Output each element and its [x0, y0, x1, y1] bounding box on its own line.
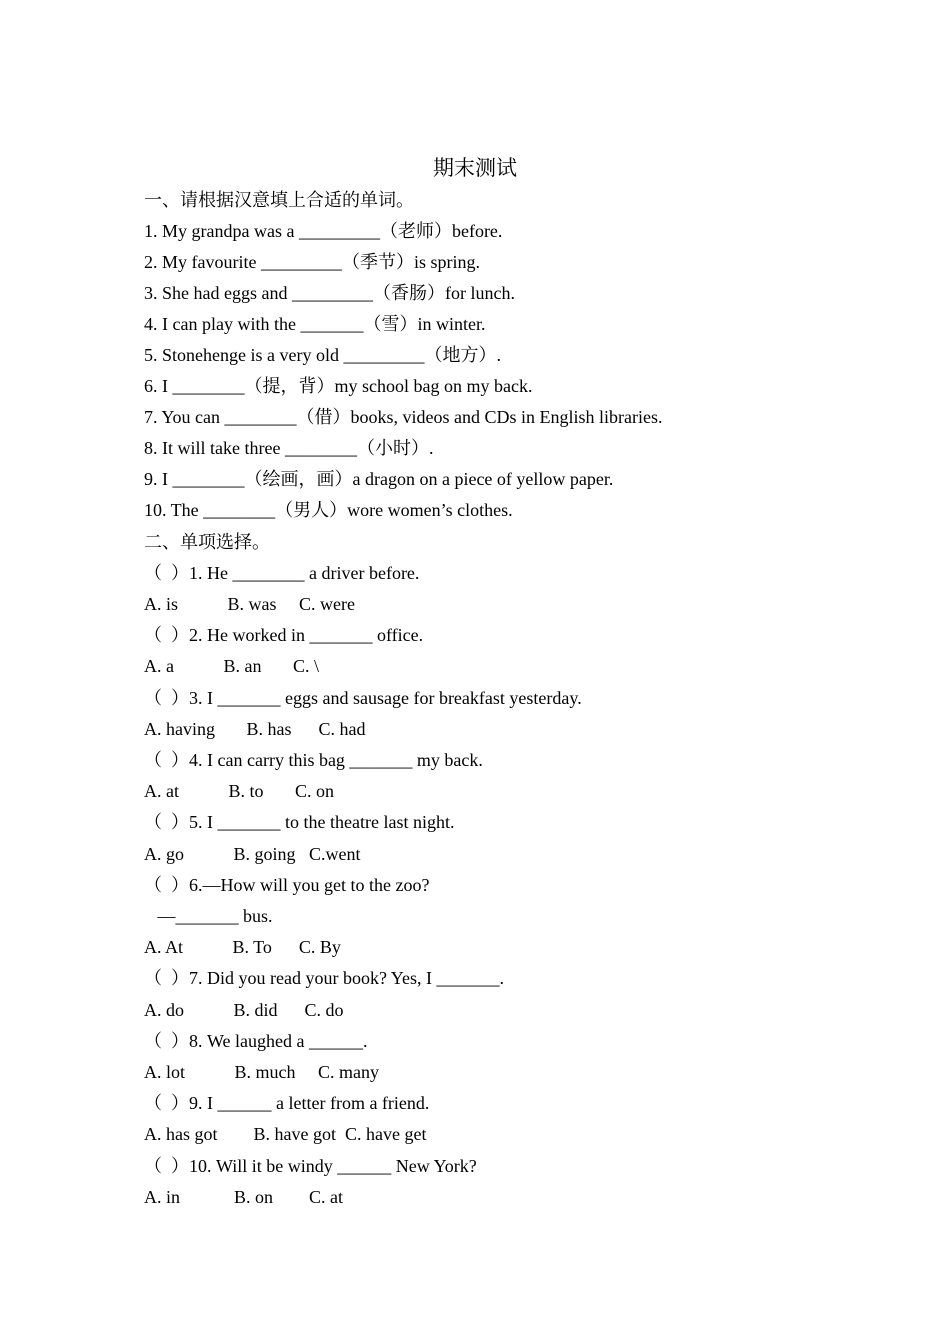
fill-in-item-2: 2. My favourite _________（季节）is spring.	[144, 252, 480, 272]
choice-options-4: A. at B. to C. on	[144, 781, 335, 801]
choice-options-8: A. lot B. much C. many	[144, 1062, 379, 1082]
choice-options-7: A. do B. did C. do	[144, 1000, 344, 1020]
choice-options-1: A. is B. was C. were	[144, 594, 355, 614]
fill-in-item-1: 1. My grandpa was a _________（老师）before.	[144, 221, 503, 241]
choice-question-10: （ ）10. Will it be windy ______ New York?	[144, 1156, 477, 1176]
choice-options-9: A. has got B. have got C. have get	[144, 1124, 427, 1144]
choice-question-2: （ ）2. He worked in _______ office.	[144, 625, 424, 645]
choice-question-4: （ ）4. I can carry this bag _______ my back.	[144, 750, 483, 770]
fill-in-item-9: 9. I ________（绘画，画）a dragon on a piece of yellow paper.	[144, 469, 614, 489]
fill-in-item-4: 4. I can play with the _______（雪）in winter.	[144, 314, 486, 334]
choice-question-7: （ ）7. Did you read your book? Yes, I _______.	[144, 968, 504, 988]
fill-in-item-10: 10. The ________（男人）wore women’s clothes.	[144, 500, 513, 520]
choice-question-6: （ ）6.—How will you get to the zoo?	[144, 875, 430, 895]
choice-question-5: （ ）5. I _______ to the theatre last night.	[144, 812, 455, 832]
fill-in-item-6: 6. I ________（提，背）my school bag on my back.	[144, 376, 533, 396]
choice-question-1: （ ）1. He ________ a driver before.	[144, 563, 420, 583]
fill-in-item-5: 5. Stonehenge is a very old _________（地方）.	[144, 345, 501, 365]
choice-options-5: A. go B. going C.went	[144, 844, 361, 864]
section-1-heading: 一、请根据汉意填上合适的单词。	[144, 190, 414, 210]
fill-in-item-3: 3. She had eggs and _________（香肠）for lunch.	[144, 283, 515, 303]
section-2-heading: 二、单项选择。	[144, 532, 270, 552]
choice-options-10: A. in B. on C. at	[144, 1187, 344, 1207]
choice-options-2: A. a B. an C. \	[144, 656, 319, 676]
choice-question-9: （ ）9. I ______ a letter from a friend.	[144, 1093, 430, 1113]
choice-question-6-response: —_______ bus.	[144, 906, 273, 926]
choice-question-3: （ ）3. I _______ eggs and sausage for breakfast yesterday.	[144, 688, 582, 708]
choice-options-6: A. At B. To C. By	[144, 937, 341, 957]
choice-question-8: （ ）8. We laughed a ______.	[144, 1031, 368, 1051]
fill-in-item-8: 8. It will take three ________（小时）.	[144, 438, 434, 458]
fill-in-item-7: 7. You can ________（借）books, videos and CDs in English libraries.	[144, 407, 663, 427]
choice-options-3: A. having B. has C. had	[144, 719, 366, 739]
page-title: 期末测试	[433, 156, 517, 180]
